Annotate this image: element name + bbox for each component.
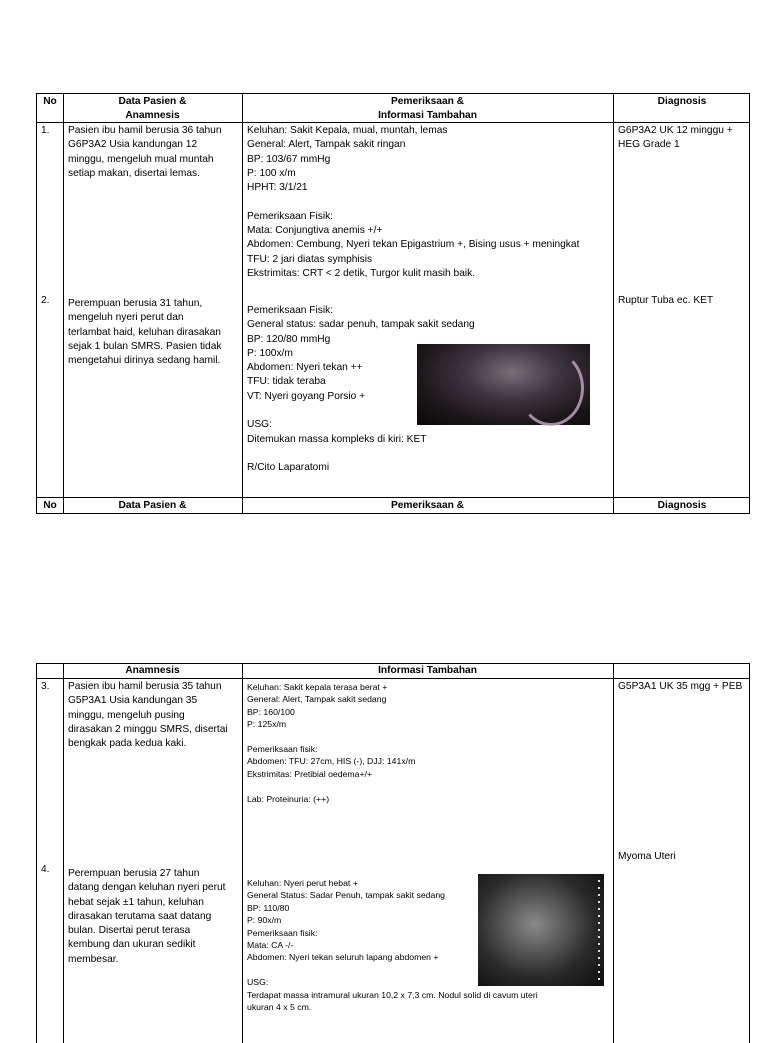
- row-4-exam: Keluhan: Nyeri perut hebat + General Status: Sadar Penuh, tampak sakit sedang BP: 110/80 P: 90x/m Pemeriksaan fisik: Mata: CA -/- Abdomen: Nyeri tekan seluruh lapang abdomen + USG: Terdapat massa intramural ukuran 10,2 x 7,3 cm. Nodul solid di cavum uteri ukuran 4 x 5 cm.: [247, 878, 538, 1013]
- ultrasound-image-ket: [417, 344, 590, 425]
- footer-patient: Data Pasien &: [118, 500, 187, 511]
- row-2-exam: Pemeriksaan Fisik: General status: sadar penuh, tampak sakit sedang BP: 120/80 mmHg P: 100x/m Abdomen: Nyeri tekan ++ TFU: tidak teraba VT: Nyeri goyang Porsio + USG: Ditemukan massa kompleks di kiri: KET R/Cito Laparatomi: [247, 305, 475, 474]
- footer-no: No: [43, 500, 57, 511]
- table-bottom: [36, 663, 750, 1043]
- footer-exam: Pemeriksaan &: [390, 500, 465, 511]
- row-2-diagnosis: Ruptur Tuba ec. KET: [618, 295, 714, 306]
- row-4-patient: Perempuan berusia 27 tahun datang dengan keluhan nyeri perut hebat sejak ±1 tahun, keluhan dirasakan terutama saat datang bulan. Disertai perut terasa kembung dan ukuran sedikit membesar.: [68, 868, 226, 965]
- table-top: [36, 93, 750, 514]
- header-patient: Data Pasien & Anamnesis: [118, 96, 187, 122]
- row-4-no: 4.: [41, 864, 50, 875]
- row-2-patient: Perempuan berusia 31 tahun, mengeluh nyeri perut dan terlambat haid, keluhan dirasakan sejak 1 bulan SMRS. Pasien tidak mengetahui dirinya sedang hamil.: [68, 298, 222, 367]
- row-3-patient: Pasien ibu hamil berusia 35 tahun G5P3A1 Usia kandungan 35 minggu, mengeluh pusing dirasakan 2 minggu SMRS, disertai bengkak pada kedua kaki.: [68, 681, 228, 750]
- row-4-diagnosis: Myoma Uteri: [618, 851, 676, 862]
- row-1-no: 1.: [41, 125, 50, 136]
- header-anamnesis: Anamnesis: [125, 665, 180, 676]
- row-1-patient: Pasien ibu hamil berusia 36 tahun G6P3A2 Usia kandungan 12 minggu, mengeluh mual muntah setiap makan, disertai lemas.: [68, 125, 222, 179]
- footer-diagnosis: Diagnosis: [657, 500, 707, 511]
- header-diagnosis: Diagnosis: [657, 96, 707, 107]
- row-1-exam: Keluhan: Sakit Kepala, mual, muntah, lemas General: Alert, Tampak sakit ringan BP: 103/67 mmHg P: 100 x/m HPHT: 3/1/21 Pemeriksaan Fisik: Mata: Conjungtiva anemis +/+ Abdomen: Cembung, Nyeri tekan Epigastrium +, Bising usus + meningkat TFU: 2 jari diatas symphisis Ekstrimitas: CRT < 2 detik, Turgor kulit masih baik.: [247, 125, 580, 279]
- ultrasound-image-myoma: [478, 874, 604, 986]
- header-exam: Pemeriksaan & Informasi Tambahan: [378, 96, 477, 122]
- row-2-no: 2.: [41, 295, 50, 306]
- header-info: Informasi Tambahan: [378, 665, 477, 676]
- header-no: No: [43, 96, 57, 107]
- row-3-exam: Keluhan: Sakit kepala terasa berat + General: Alert, Tampak sakit sedang BP: 160/100 P: 125x/m Pemeriksaan fisik: Abdomen: TFU: 27cm, HIS (-), DJJ: 141x/m Ekstrimitas: Pretibial oedema+/+ Lab: Proteinuria: (++): [247, 682, 416, 804]
- row-3-diagnosis: G5P3A1 UK 35 mgg + PEB: [618, 681, 743, 692]
- row-3-no: 3.: [41, 681, 50, 692]
- row-1-diagnosis: G6P3A2 UK 12 minggu + HEG Grade 1: [618, 125, 733, 151]
